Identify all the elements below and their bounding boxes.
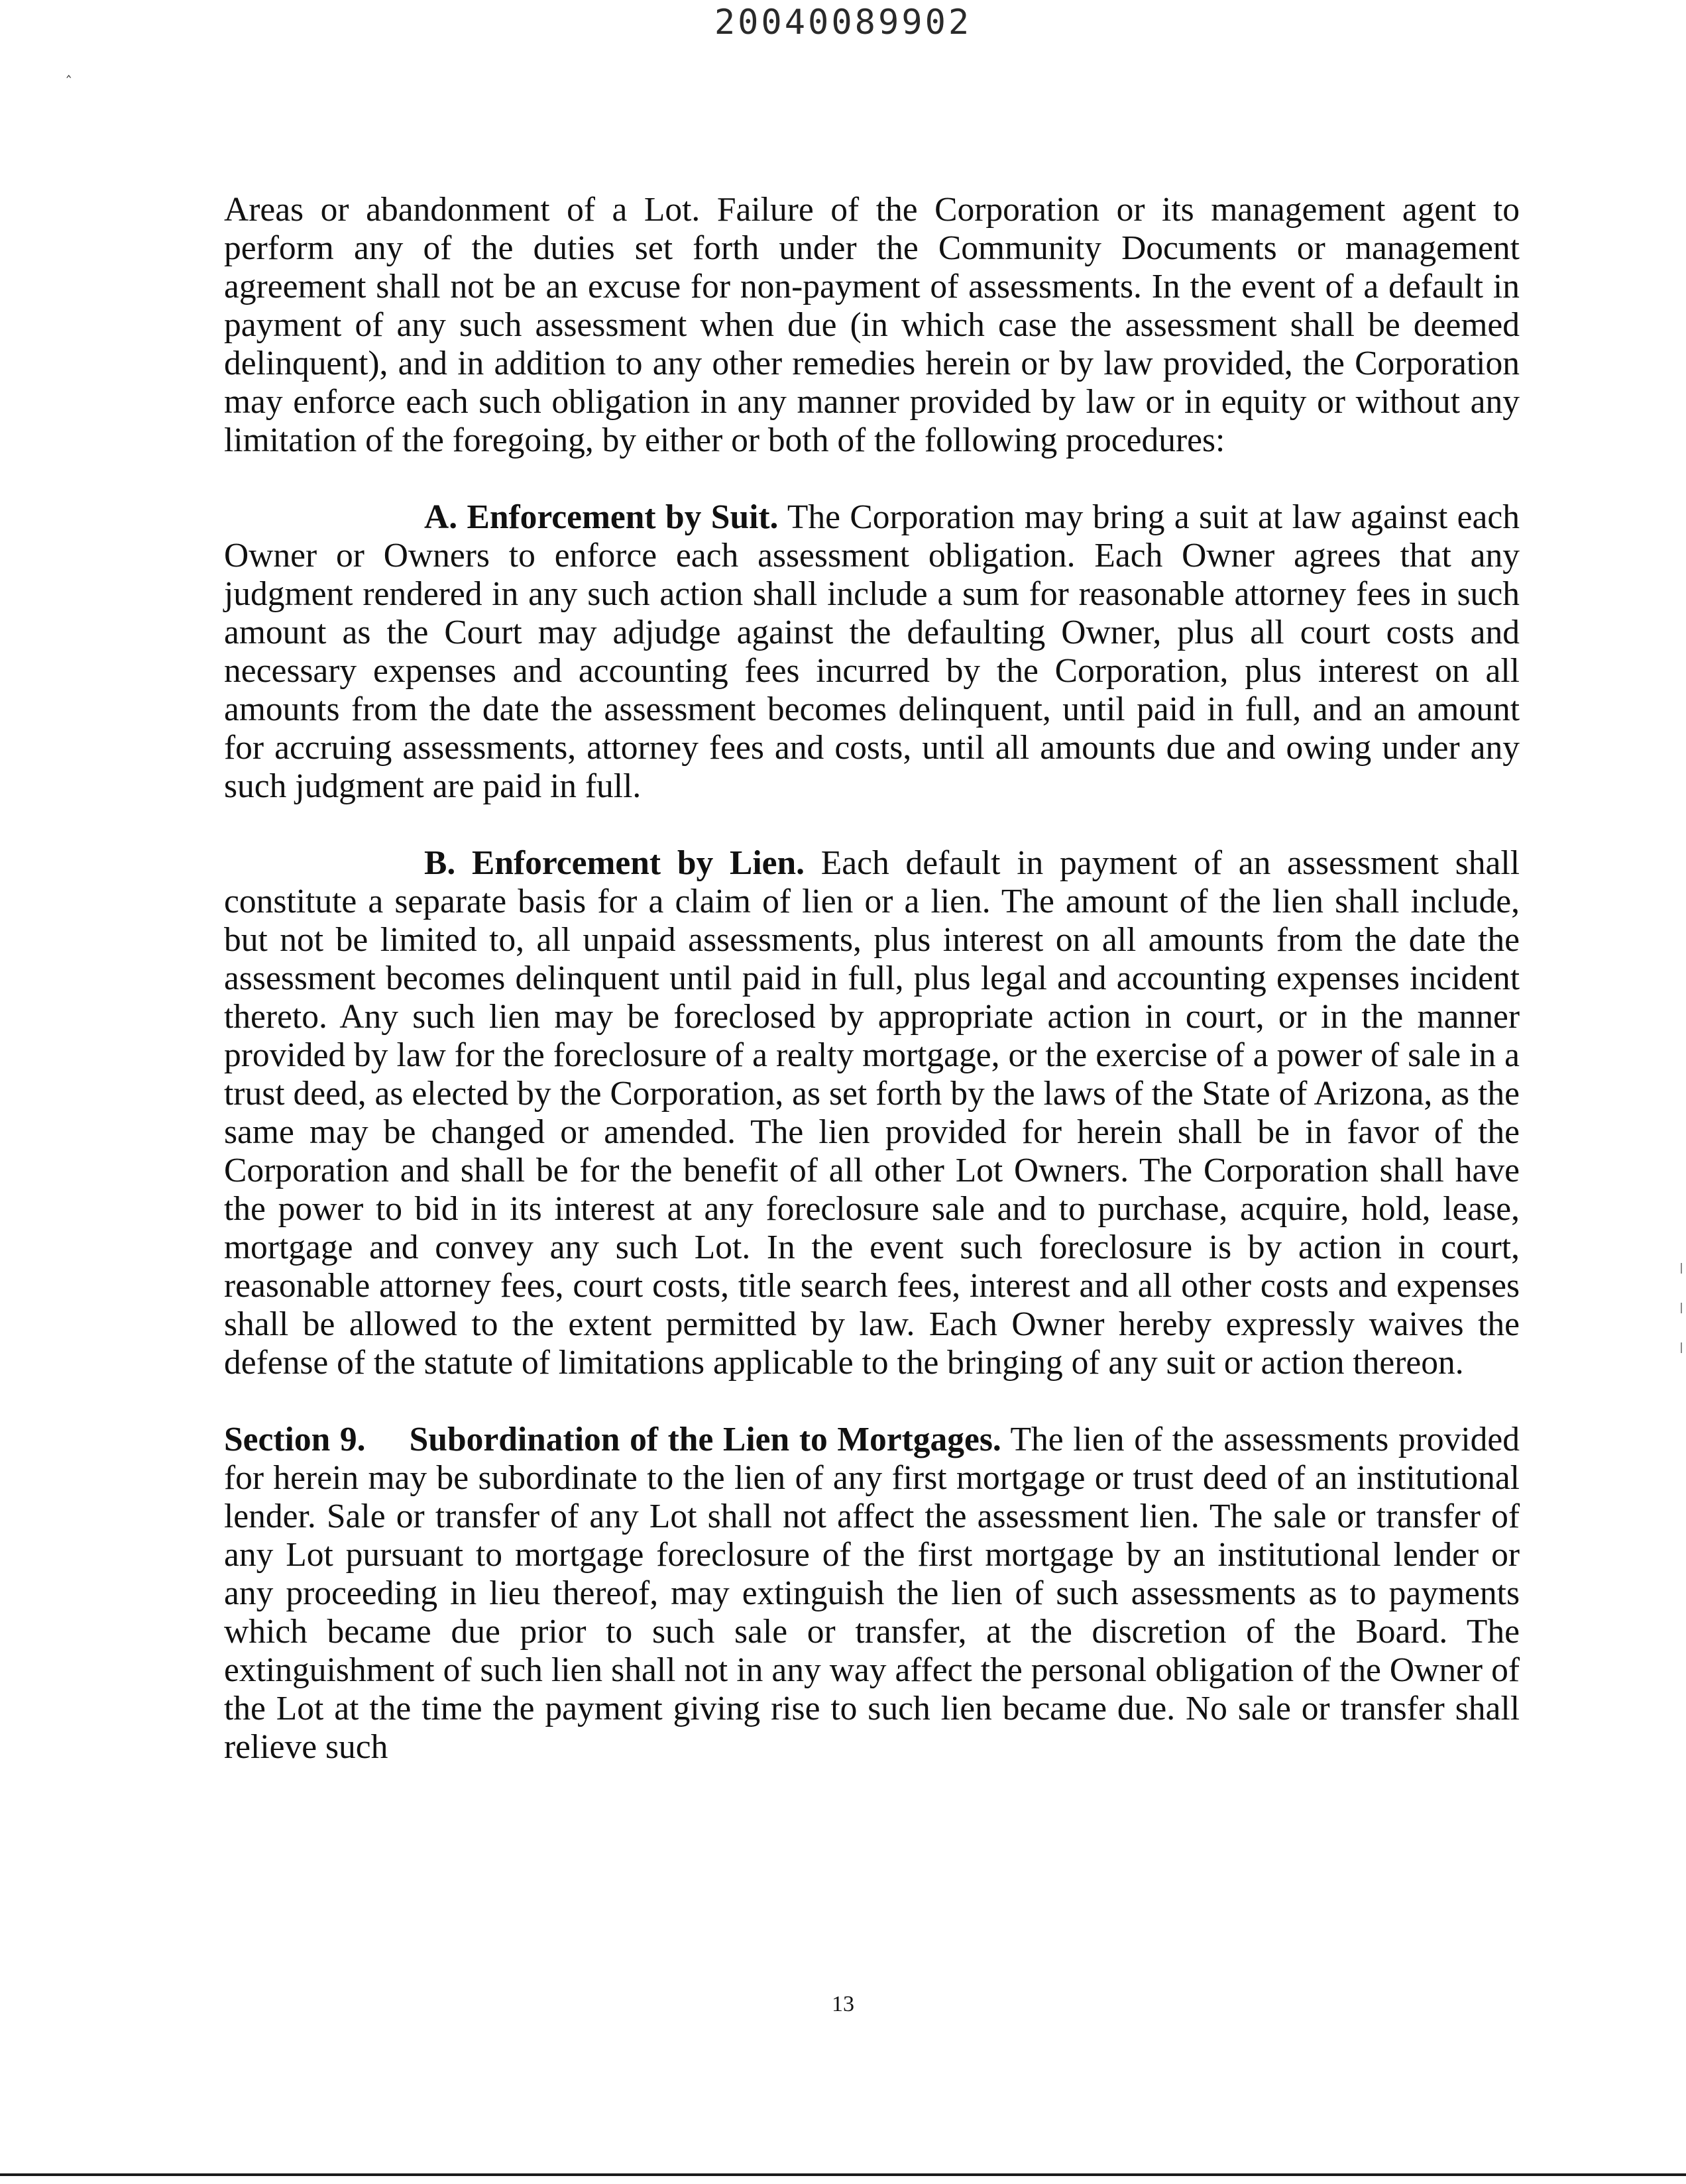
scan-mark-icon: ‸ <box>66 61 72 78</box>
bottom-rule <box>0 2173 1686 2176</box>
section-9-paragraph <box>224 1421 1520 1767</box>
section-9-text: The lien of the assessments provided for herein may be subordinate to the lien of any first mortgage or trust deed of an institutional lender. Sale or transfer of any Lot shall not affect the assessment lien. The sale or transfer of any Lot pursuant to mortgage foreclosure of the first mortgage by an institutional lender or any proceeding in lieu thereof, may extinguish the lien of such assessments as to payments which became due prior to such sale or transfer, at the discretion of the Board. The extinguishment of such lien shall not in any way affect the personal obligation of the Owner of the Lot at the time the payment giving rise to such lien became due. No sale or transfer shall relieve such <box>224 1421 1520 1766</box>
scan-edge-mark <box>1681 1342 1682 1353</box>
document-body <box>224 191 1520 1805</box>
enforcement-by-suit-heading: A. Enforcement by Suit. <box>424 498 779 536</box>
intro-paragraph <box>224 191 1520 460</box>
enforcement-by-lien-heading: B. Enforcement by Lien. <box>424 844 805 882</box>
scan-edge-mark <box>1681 1263 1682 1274</box>
document-number: 20040089902 <box>714 3 972 42</box>
enforcement-by-lien-text: Each default in payment of an assessment shall constitute a separate basis for a claim of lien or a lien. The amount of the lien shall include, but not be limited to, all unpaid assessments, plus interest on all amounts from the date the assessment becomes delinquent until paid in full, plus legal and accounting expenses incident thereto. Any such lien may be foreclosed by appropriate action in court, or in the manner provided by law for the foreclosure of a realty mortgage, or the exercise of a power of sale in a trust deed, as elected by the Corporation, as set forth by the laws of the State of Arizona, as the same may be changed or amended. The lien provided for herein shall be in favor of the Corporation and shall be for the benefit of all other Lot Owners. The Corporation shall have the power to bid in its interest at any foreclosure sale and to purchase, acquire, hold, lease, mortgage and convey any such Lot. In the event such foreclosure is by action in court, reasonable attorney fees, court costs, title search fees, interest and all other costs and expenses shall be allowed to the extent permitted by law. Each Owner hereby expressly waives the defense of the statute of limitations applicable to the bringing of any suit or action thereon. <box>224 844 1520 1382</box>
intro-text: Areas or abandonment of a Lot. Failure of the Corporation or its management agent to perform any of the duties set forth under the Community Documents or management agreement shall not be an excuse for non-payment of assessments. In the event of a default in payment of any such assessment when due (in which case the assessment shall be deemed delinquent), and in addition to any other remedies herein or by law provided, the Corporation may enforce each such obligation in any manner provided by law or in equity or without any limitation of the foregoing, by either or both of the following procedures: <box>224 191 1520 459</box>
enforcement-by-lien-paragraph <box>224 844 1520 1382</box>
enforcement-by-suit-paragraph <box>224 498 1520 806</box>
scan-edge-mark <box>1681 1303 1682 1313</box>
section-9-heading: Section 9. Subordination of the Lien to Mortgages. <box>224 1421 1001 1458</box>
enforcement-by-suit-text: The Corporation may bring a suit at law against each Owner or Owners to enforce each assessment obligation. Each Owner agrees that any judgment rendered in any such action shall include a sum for reasonable attorney fees in such amount as the Court may adjudge against the defaulting Owner, plus all court costs and necessary expenses and accounting fees incurred by the Corporation, plus interest on all amounts from the date the assessment becomes delinquent, until paid in full, and an amount for accruing assessments, attorney fees and costs, until all amounts due and owing under any such judgment are paid in full. <box>224 498 1520 805</box>
page-number: 13 <box>832 1992 854 2016</box>
